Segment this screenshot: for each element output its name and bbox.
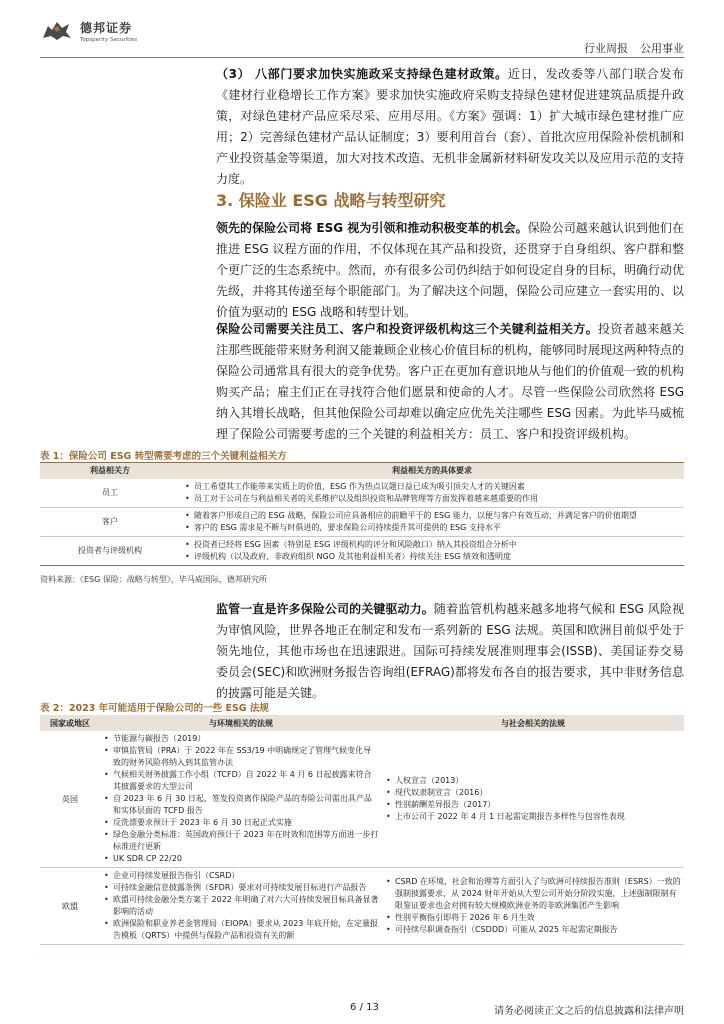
table-header-row — [40, 463, 684, 479]
list-item: • CSRD 在环境、社会和治理等方面引入了与欧洲可持续报告准则（ESRS）一致的强制披露要求，从 2024 财年开始从大型公司开始分阶段实施，上述强制限制有限鉴证要求也会对拥有较大规模欧洲业务的非欧洲集团产生影响 — [385, 876, 681, 912]
paragraph-text: 投资者越来越关注那些既能带来财务利润又能兼顾企业核心价值目标的机构，能够同时展现这两种特点的保险公司通常具有很大的竞争优势。客户正在更加有意识地从与他们的价值观一致的机构购买产品；雇主们正在寻找符合他们愿景和使命的人才。尽管一些保险公司欣然将 ESG 纳入其增长战略，但其他保险公司却难以确定应优先关注哪些 ESG 因素。为此毕马威梳理了保险公司需要考虑的三个关键的利益相关方：员工、客户和投资评级机构。 — [216, 322, 685, 441]
list-item: • 性别平衡指引即将于 2026 年 6 月生效 — [385, 912, 681, 924]
env-regulation-cell — [100, 868, 382, 945]
paragraph-lead: （3） 八部门要求加快实施政采支持绿色建材政策。 — [216, 67, 508, 81]
list-item: • 自 2023 年 6 月 30 日起，签发投资离作保险产品的寿险公司需出具产品和实体层面的 TCFD 报告 — [103, 793, 379, 817]
table-header-cell: 与社会相关的法规 — [382, 715, 684, 731]
table-header-cell: 利益相关方 — [40, 463, 180, 479]
requirements-cell — [180, 479, 684, 508]
social-regulation-cell — [382, 731, 684, 868]
list-item: • 可持续尽职调查指引（CSDDD）可能从 2025 年起需定期报告 — [385, 924, 681, 936]
list-item: • 反洗漂要求预计于 2023 年 6 月 30 日起正式实施 — [103, 817, 379, 829]
stakeholder-table — [40, 462, 684, 566]
table-header-cell: 利益相关方的具体要求 — [180, 463, 684, 479]
table-row — [40, 731, 684, 868]
paragraph-lead: 监管一直是许多保险公司的关键驱动力。 — [216, 602, 434, 616]
header-divider — [40, 57, 684, 58]
list-item: • 随着客户形成自己的 ESG 战略，保险公司应具备相应的前瞻平干的 ESG 能力，以便与客户有效互动，并满足客户的价值期望 — [184, 510, 680, 522]
paragraph-esg-opportunity — [216, 218, 684, 323]
paragraph-text: 随着监管机构越来越多地将气候和 ESG 风险视为审慎风险，世界各地正在制定和发布一系列新的 ESG 法规。英国和欧洲目前似乎处于领先地位，其他市场也在迅速跟进。国际可持续发展准则理事会(ISSB)、美国证券交易委员会(SEC)和欧洲财务报告咨询组(EFRAG)都将发布各自的报告要求，其中非财务信息的披露可能是关键。 — [216, 602, 684, 700]
list-item: • 上市公司于 2022 年 4 月 1 日起需定期报告多样性与包容性表现 — [385, 811, 681, 823]
stakeholder-cell: 员工 — [40, 479, 180, 508]
company-logo — [40, 18, 137, 44]
company-name-en: Topsperity Securities — [80, 37, 138, 43]
region-cell: 英国 — [40, 731, 100, 868]
stakeholder-cell: 投资者与评级机构 — [40, 536, 180, 565]
list-item: • 企业可持续发展报告指引（CSRD） — [103, 870, 379, 882]
report-type: 行业周报 — [584, 42, 628, 55]
table-row — [40, 507, 684, 536]
list-item: • 人权宣言（2013） — [385, 775, 681, 787]
list-item: • 现代奴隶制宣言（2016） — [385, 787, 681, 799]
table-row — [40, 536, 684, 565]
section-title: 3. 保险业 ESG 战略与转型研究 — [216, 191, 446, 210]
table-row — [40, 479, 684, 508]
list-item: • 客户的 ESG 需求是不断与时俱进的，要求保险公司持续提升其可提供的 ESG 支持水平 — [184, 522, 680, 534]
bull-logo-icon — [40, 18, 74, 44]
list-item: • 绿色金融分类标准：英国政府预计于 2023 年在时效和范围等方面进一步打标准进行更新 — [103, 829, 379, 853]
report-sector: 公用事业 — [640, 42, 684, 55]
company-name-cn: 德邦证券 — [80, 21, 133, 35]
table-header-cell: 与环境相关的法规 — [100, 715, 382, 731]
table1-caption: 表 1：保险公司 ESG 转型需要考虑的三个关键利益相关方 — [40, 451, 287, 462]
list-item: • 员工希望其工作能带来实质上的价值，ESG 作为热点议题日益已成为吸引顶尖人才的关键因素 — [184, 481, 680, 493]
region-cell: 欧盟 — [40, 868, 100, 945]
table-header-cell: 国家或地区 — [40, 715, 100, 731]
list-item: • 投资者已经将 ESG 因素（特别是 ESG 评级机构的评分和风险敞口）纳入其投资组合分析中 — [184, 539, 680, 551]
paragraph-lead: 领先的保险公司将 ESG 视为引领和推动积极变革的机会。 — [216, 221, 528, 235]
report-tags — [584, 40, 684, 56]
footer-disclaimer: 请务必阅读正文之后的信息披露和法律声明 — [494, 1006, 684, 1017]
social-regulation-cell — [382, 868, 684, 945]
list-item: • UK SDR CP 22/20 — [103, 853, 379, 865]
paragraph-text: 保险公司越来越认识到他们在推进 ESG 议程方面的作用，不仅体现在其产品和投资，还贯穿于自身组织、客户群和整个更广泛的生态系统中。然而，亦有很多公司仍纠结于如何设定自身的目标，明确行动优先级，并将其传递至每个职能部门。为了解决这个问题，保险公司应建立一套实用的、以价值为驱动的 ESG 战略和转型计划。 — [216, 221, 685, 319]
requirements-cell — [180, 536, 684, 565]
list-item: • 节能源与碳报告（2019） — [103, 733, 379, 745]
list-item: • 评级机构（以及政府、非政府组织 NGO 及其他利益相关者）持续关注 ESG 绩效和透明度 — [184, 551, 680, 563]
paragraph-stakeholders — [216, 319, 684, 445]
list-item: • 员工对于公司在与利益相关者的关系维护以及组织投资和品牌管理等方面发挥着越来越重要的作用 — [184, 493, 680, 505]
page-number: 6 / 13 — [350, 1002, 379, 1013]
paragraph-text: 近日，发改委等八部门联合发布《建材行业稳增长工作方案》要求加快实施政府采购支持绿色建材促进建筑品质提升政策，对绿色建材产品应采尽采、应用尽用。《方案》强调：1）扩大城市绿色建材推广应用；2）完善绿色建材产品认证制度；3）要利用首台（套）、首批次应用保险补偿机制和产业投资基金等渠道，加大对技术改造、无机非金属新材料研发攻关以及应用示范的支持力度。 — [216, 67, 685, 186]
table2-caption: 表 2：2023 年可能适用于保险公司的一些 ESG 法规 — [40, 703, 269, 714]
requirements-cell — [180, 507, 684, 536]
table-row — [40, 868, 684, 945]
regulation-table — [40, 715, 684, 945]
paragraph-green-materials — [216, 64, 684, 190]
list-item: • 气候相关财务披露工作小组（TCFD）自 2022 年 4 月 6 日起披露来符合其披露要求的大型公司 — [103, 769, 379, 793]
list-item: • 欧洲保险和职业养老金管理局（EIOPA）要求从 2023 年底开始，在定量报告模板（QRTS）中提供与保险产品和投资有关的额 — [103, 918, 379, 942]
list-item: • 审慎监管局（PRA）于 2022 年在 SS3/19 中明确规定了管理气候变化导致的财务风险将纳入到其监管办法 — [103, 745, 379, 769]
list-item: • 性别薪酬差异报告（2017） — [385, 799, 681, 811]
env-regulation-cell — [100, 731, 382, 868]
paragraph-regulation — [216, 599, 684, 704]
paragraph-lead: 保险公司需要关注员工、客户和投资评级机构这三个关键利益相关方。 — [216, 322, 599, 336]
list-item: • 可持续金融信息披露条例（SFDR）要求对可持续发展目标进行产品报告 — [103, 882, 379, 894]
table-header-row — [40, 715, 684, 731]
stakeholder-cell: 客户 — [40, 507, 180, 536]
list-item: • 欧盟可持续金融分类方案于 2022 年明确了对六大可持续发展目标具备显著影响的活动 — [103, 894, 379, 918]
table1-source: 资料来源：《ESG 保险：战略与转型》，毕马威国际，德邦研究所 — [40, 575, 267, 584]
